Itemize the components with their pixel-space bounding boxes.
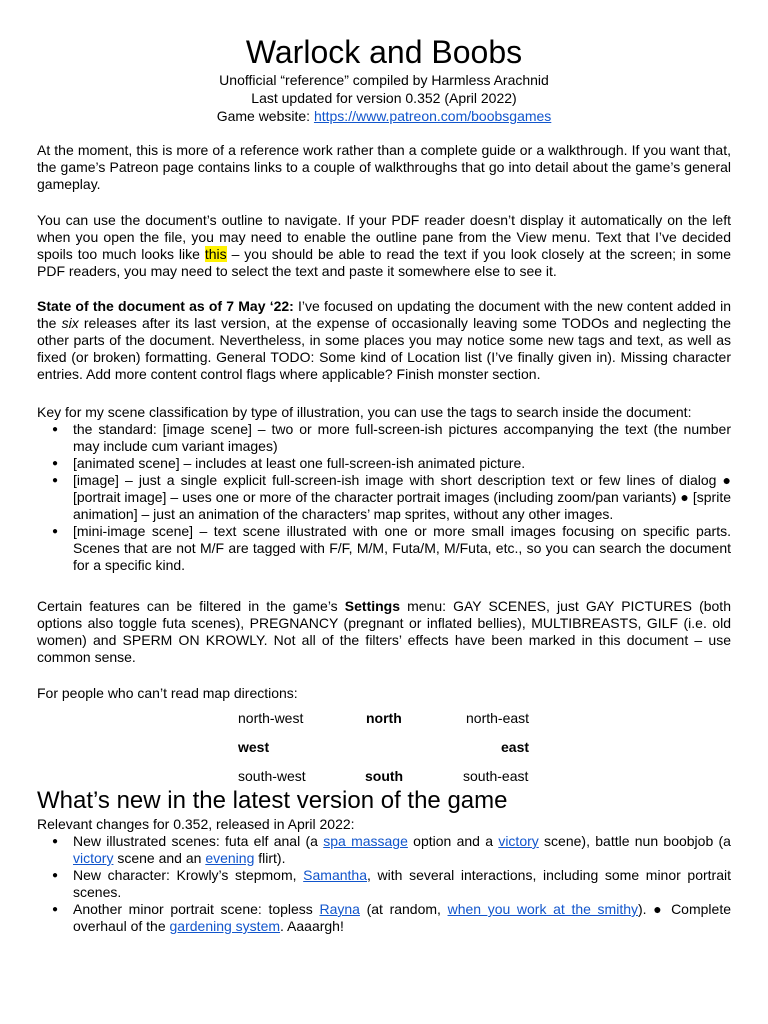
doc-title: Warlock and Boobs — [245, 34, 523, 70]
list-item — [37, 901, 731, 935]
directions-intro: For people who can’t read map directions: — [37, 685, 298, 701]
key-section — [37, 404, 731, 574]
item-text: ). ● Complete overhaul of the — [73, 901, 731, 934]
state-paragraph — [37, 298, 731, 383]
link-samantha[interactable]: Samantha — [303, 867, 367, 883]
website-label: Game website: — [216, 108, 314, 124]
state-heading: State of the document as of 7 May ‘22: — [37, 298, 294, 314]
key-list — [37, 421, 731, 574]
dir-south: south — [365, 768, 404, 784]
link-victory-nun[interactable]: victory — [73, 850, 114, 866]
settings-bold: Settings — [344, 598, 401, 614]
item-text: scene and an — [113, 850, 206, 866]
list-item — [37, 833, 731, 867]
item-text: Another minor portrait scene: topless — [73, 901, 320, 917]
item-text: (at random, — [359, 901, 448, 917]
intro-paragraph: At the moment, this is more of a reference work rather than a complete guide or a walkthrough. If you want that, the game’s Patreon page contains links to a couple of walkthroughs that go into detail about the game’s general gameplay. — [37, 142, 731, 192]
outline-text-a: You can use the document’s outline to navigate. If your PDF reader doesn’t display it automatically on the left when you open the file, you may need to enable the outline pane from the View menu. Text that I’ve decided spoils too much looks like — [37, 212, 731, 262]
settings-paragraph — [37, 598, 731, 666]
item-text: flirt). — [254, 850, 286, 866]
directions-row-middle — [225, 739, 545, 756]
dir-south-east: south-east — [463, 768, 529, 784]
dir-east: east — [501, 739, 530, 755]
game-website-line — [0, 108, 768, 125]
dir-south-west: south-west — [238, 768, 306, 784]
doc-updated: Last updated for version 0.352 (April 2022) — [251, 90, 517, 106]
link-spa-massage[interactable]: spa massage — [323, 833, 408, 849]
link-rayna[interactable]: Rayna — [319, 901, 360, 917]
item-text: New illustrated scenes: futa elf anal (a — [73, 833, 324, 849]
state-text-a: I’ve focused on updating the document with the new content added in the — [37, 298, 731, 331]
item-text: New character: Krowly’s stepmom, — [73, 867, 304, 883]
directions-row-south — [225, 768, 545, 785]
dir-north-west: north-west — [238, 710, 304, 726]
outline-paragraph — [37, 212, 731, 280]
dir-north: north — [366, 710, 402, 726]
list-item: ● the standard: [image scene] – two or more full-screen-ish pictures accompanying the text (the number may include cum variant images) — [37, 421, 731, 455]
settings-text-b: menu: GAY SCENES, just GAY PICTURES (both options also toggle futa scenes), PREGNANCY (pregnant or inflated bellies), MULTIBREASTS, GILF (i.e. old women) and SPERM ON KROWLY. Not all of the filters’ effects have been marked in this document – use common sense. — [37, 598, 731, 665]
link-gardening-system[interactable]: gardening system — [169, 918, 281, 934]
link-evening[interactable]: evening — [205, 850, 255, 866]
item-text: , with several interactions, including some minor portrait scenes. — [73, 867, 732, 900]
state-emphasis: six — [61, 315, 79, 331]
whats-new-intro: Relevant changes for 0.352, released in April 2022: — [37, 816, 355, 832]
link-smithy[interactable]: when you work at the smithy — [447, 901, 639, 917]
directions-row-north — [225, 710, 545, 727]
item-text: option and a — [407, 833, 499, 849]
whats-new-section — [37, 816, 731, 935]
whats-new-heading: What’s new in the latest version of the game — [37, 787, 508, 814]
link-victory[interactable]: victory — [498, 833, 539, 849]
list-item: ● [animated scene] – includes at least one full-screen-ish animated picture. — [37, 455, 731, 472]
doc-subtitle: Unofficial “reference” compiled by Harmless Arachnid — [219, 72, 549, 88]
item-text: . Aaaargh! — [280, 918, 344, 934]
directions-table — [225, 710, 545, 785]
outline-text-b: – you should be able to read the text if you look closely at the screen; in some PDF readers, you may need to select the text and paste it somewhere else to see it. — [37, 246, 731, 279]
settings-text-a: Certain features can be filtered in the game’s — [37, 598, 345, 614]
spoiler-highlight: this — [204, 246, 227, 262]
list-item: ● [image] – just a single explicit full-screen-ish image with short description text or few lines of dialog ● [portrait image] – uses one or more of the character portrait images (including zoom/pan variants) ● [sprite animation] – just an animation of the characters’ map sprites, without any other images. — [37, 472, 731, 523]
dir-west: west — [238, 739, 270, 755]
dir-north-east: north-east — [466, 710, 530, 726]
state-text-b: releases after its last version, at the expense of occasionally leaving some TODOs and neglecting the other parts of the document. Nevertheless, in some places you may notice some new tags and text, as well as fixed (or broken) formatting. General TODO: Some kind of Location list (I’ve finally given in). Missing character entries. Add more content control flags where applicable? Finish monster section. — [37, 315, 731, 382]
whats-new-list — [37, 833, 731, 935]
item-text: scene), battle nun boobjob (a — [538, 833, 731, 849]
key-intro: Key for my scene classification by type of illustration, you can use the tags to search inside the document: — [37, 404, 692, 420]
website-link[interactable]: https://www.patreon.com/boobsgames — [313, 108, 552, 124]
list-item: ● [mini-image scene] – text scene illustrated with one or more small images focusing on specific parts. Scenes that are not M/F are tagged with F/F, M/M, Futa/M, M/Futa, etc., so you can search the document for a specific kind. — [37, 523, 731, 574]
list-item — [37, 867, 731, 901]
